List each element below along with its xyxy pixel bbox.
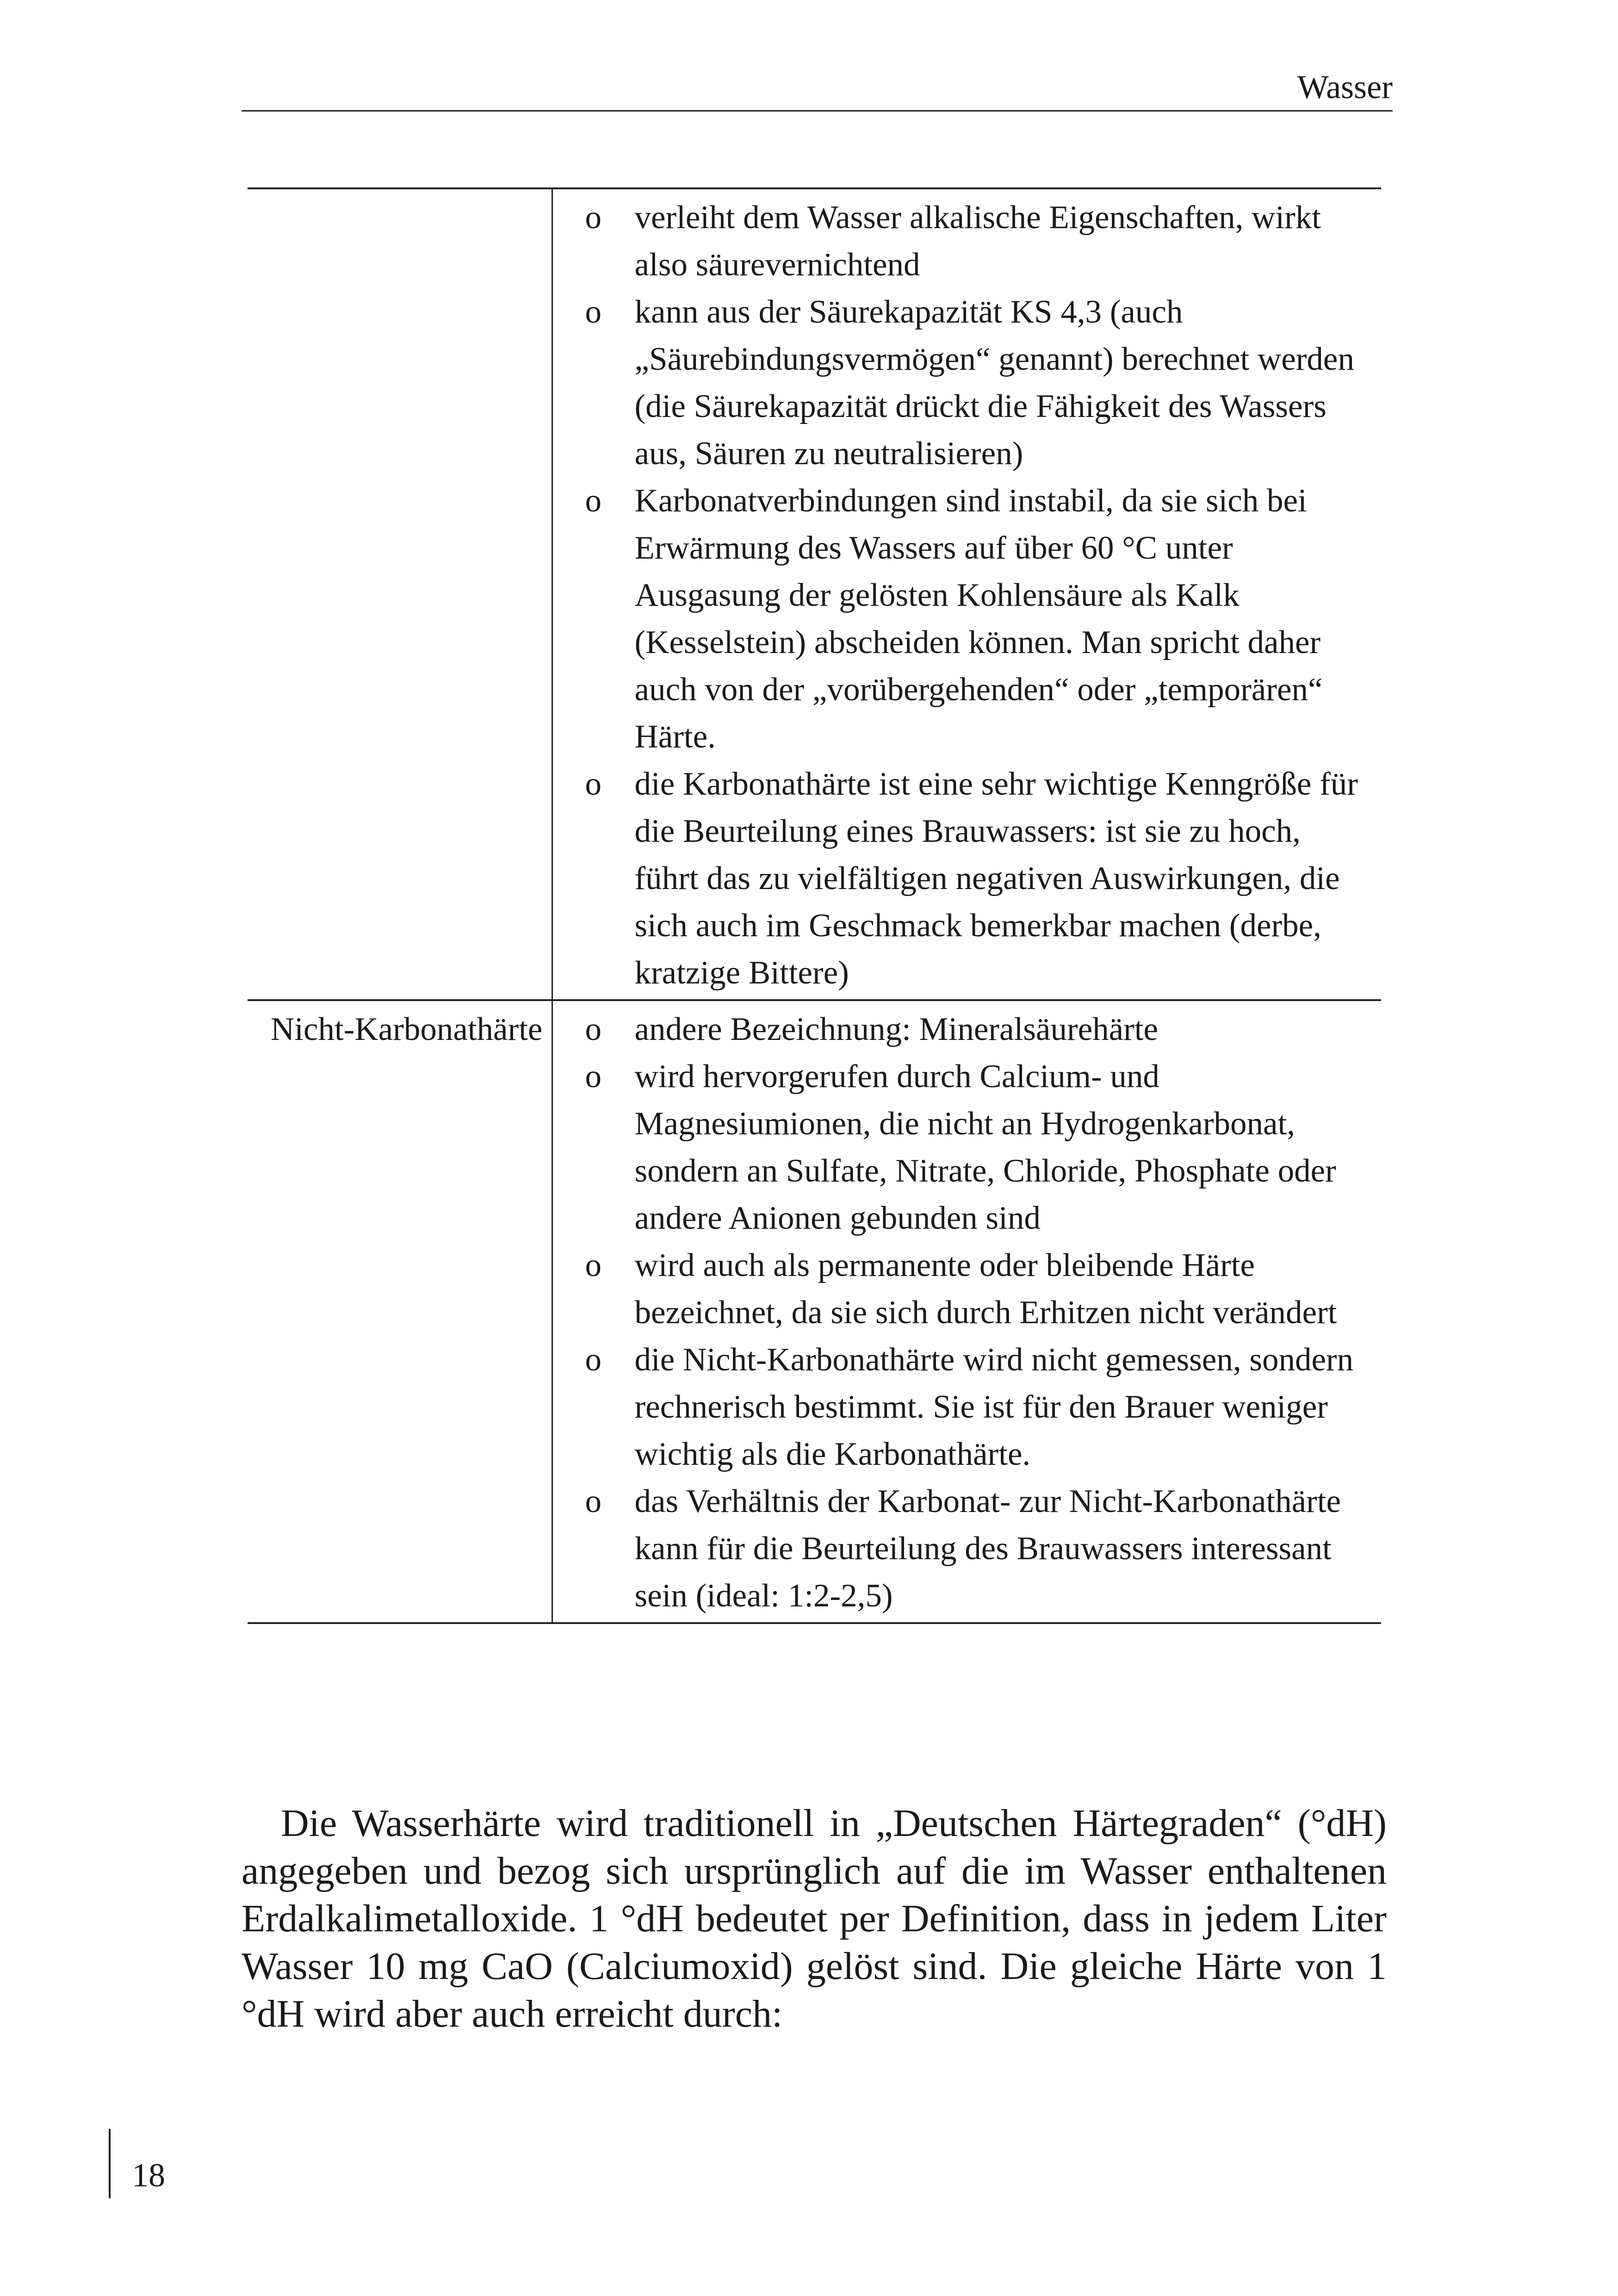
- list-item: [553, 477, 1372, 760]
- table-row: [248, 1000, 1381, 1623]
- bullet-list: [553, 194, 1372, 996]
- list-item-text: andere Bezeichnung: Mineralsäurehärte: [634, 1011, 1158, 1047]
- list-item: [553, 760, 1372, 996]
- list-item: [553, 1336, 1372, 1478]
- list-item: [553, 1242, 1372, 1336]
- list-item-text: wird auch als permanente oder bleibende Härte bezeichnet, da sie sich durch Erhitzen nicht verändert: [634, 1247, 1337, 1331]
- bullet-icon: o: [585, 1483, 601, 1519]
- list-item-text: die Nicht-Karbonathärte wird nicht gemessen, sondern rechnerisch bestimmt. Sie ist für den Brauer weniger wichtig als die Karbonathärte.: [634, 1342, 1354, 1472]
- list-item-text: wird hervorgerufen durch Calcium- und Magnesiumionen, die nicht an Hydrogenkarbonat, sondern an Sulfate, Nitrate, Chloride, Phosphate oder andere Anionen gebunden sind: [634, 1058, 1336, 1236]
- bullet-icon: o: [585, 1247, 601, 1283]
- list-item-text: Karbonatverbindungen sind instabil, da sie sich bei Erwärmung des Wassers auf über 60 °C unter Ausgasung der gelösten Kohlensäure als Kalk (Kesselstein) abscheiden können. Man spricht daher auch von der „vorübergehenden“ oder „temporären“ Härte.: [634, 483, 1323, 755]
- bullet-icon: o: [585, 199, 601, 236]
- body-paragraph: Die Wasserhärte wird traditionell in „Deutschen Härtegraden“ (°dH) angegeben und bezog sich ursprünglich auf die im Wasser enthaltenen Erdalkalimetalloxide. 1 °dH bedeutet per Definition, dass in jedem Liter Wasser 10 mg CaO (Calciumoxid) gelöst sind. Die gleiche Härte von 1 °dH wird aber auch erreicht durch:: [242, 1802, 1387, 2035]
- bullet-icon: o: [585, 1011, 601, 1047]
- bullet-icon: o: [585, 294, 601, 330]
- list-item-text: kann aus der Säurekapazität KS 4,3 (auch „Säurebindungsvermögen“ genannt) berechnet werden (die Säurekapazität drückt die Fähigkeit des Wassers aus, Säuren zu neutralisieren): [634, 294, 1354, 472]
- bullet-list: [553, 1006, 1372, 1619]
- row-content: [552, 188, 1381, 1000]
- list-item: [553, 288, 1372, 477]
- list-item-text: die Karbonathärte ist eine sehr wichtige Kenngröße für die Beurteilung eines Brauwassers: ist sie zu hoch, führt das zu vielfältigen negativen Auswirkungen, die sich auch im Geschmack bemerkbar machen (derbe, kratzige Bittere): [634, 766, 1358, 991]
- row-label: [248, 188, 552, 1000]
- table-row: [248, 188, 1381, 1000]
- page-number: 18: [132, 2157, 165, 2194]
- list-item: [553, 194, 1372, 288]
- row-label: Nicht-Karbonathärte: [248, 1000, 552, 1623]
- list-item-text: verleiht dem Wasser alkalische Eigenschaften, wirkt also säurevernichtend: [634, 199, 1321, 283]
- list-item: [553, 1053, 1372, 1242]
- list-item: [553, 1006, 1372, 1053]
- row-content: [552, 1000, 1381, 1623]
- folio-rule: [109, 2129, 111, 2198]
- list-item: [553, 1478, 1372, 1619]
- bullet-icon: o: [585, 1342, 601, 1378]
- list-item-text: das Verhältnis der Karbonat- zur Nicht-Karbonathärte kann für die Beurteilung des Brauwassers interessant sein (ideal: 1:2-2,5): [634, 1483, 1341, 1614]
- hardness-table: [248, 187, 1381, 1624]
- bullet-icon: o: [585, 1058, 601, 1095]
- running-title: Wasser: [1297, 68, 1393, 106]
- running-head: [242, 64, 1393, 112]
- bullet-icon: o: [585, 483, 601, 519]
- bullet-icon: o: [585, 766, 601, 802]
